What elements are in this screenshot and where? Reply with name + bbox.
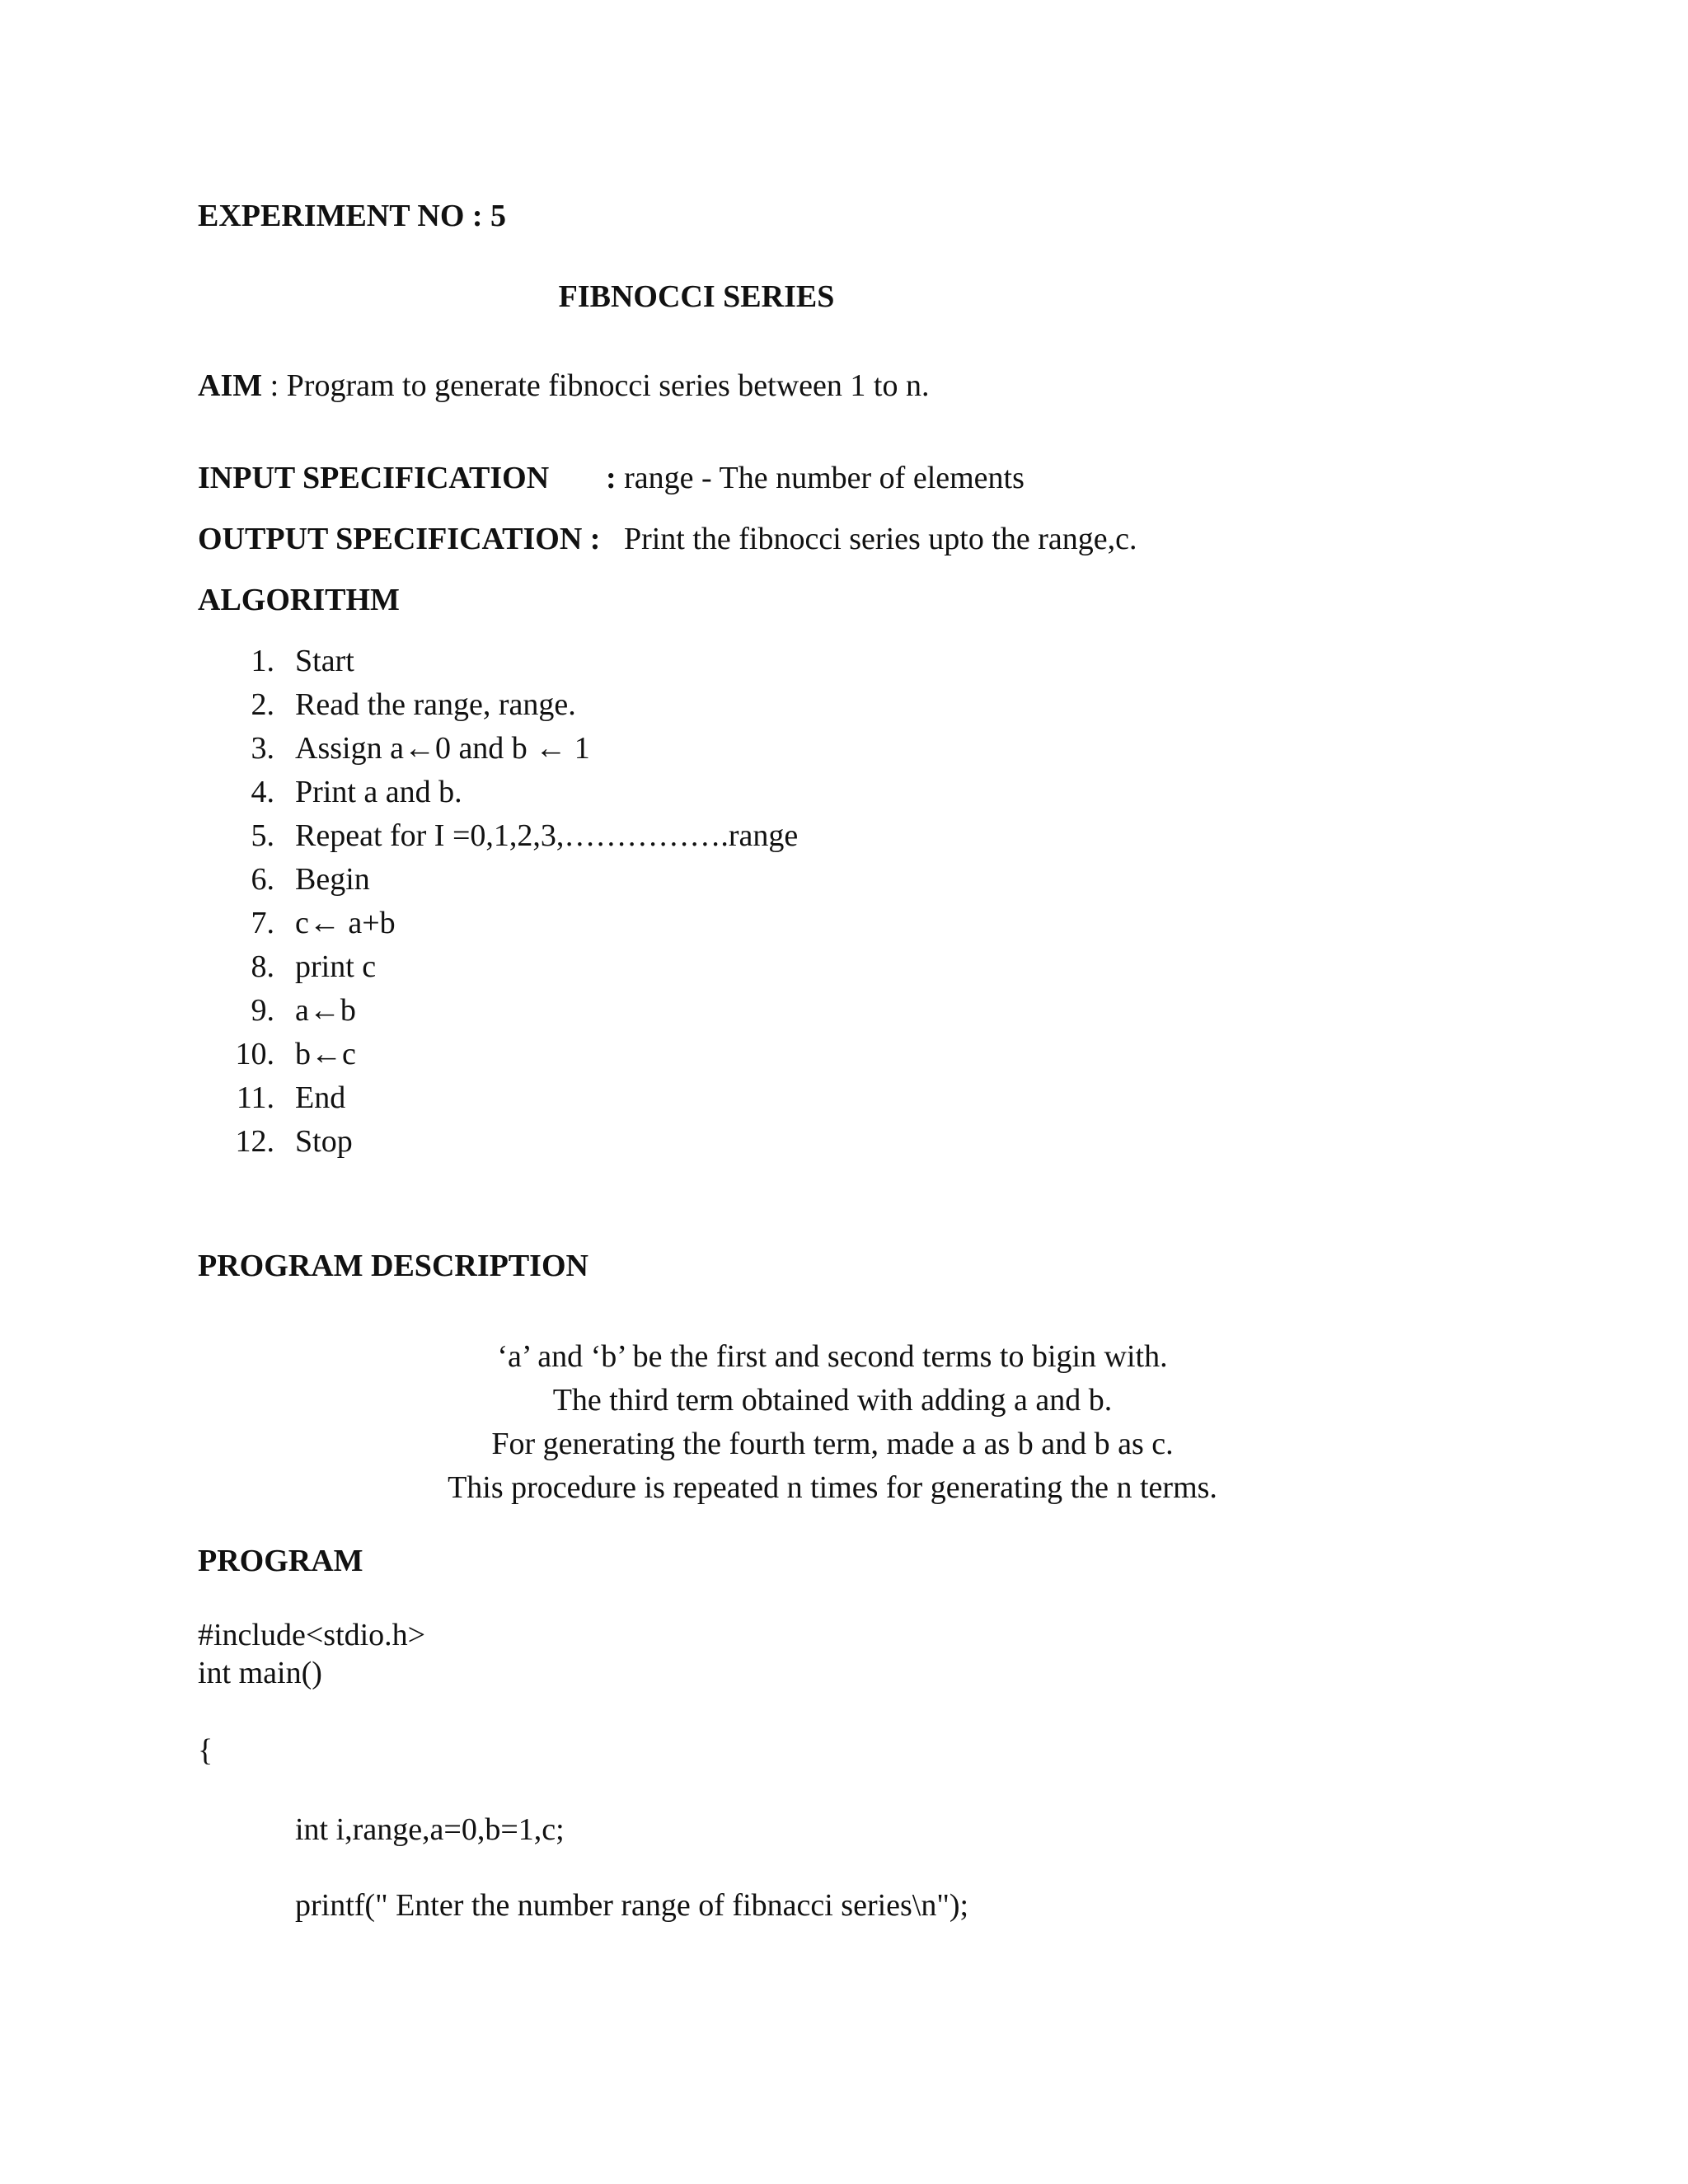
step-text: b←c [295, 1037, 356, 1071]
description-line: The third term obtained with adding a and b. [552, 1383, 1113, 1418]
step-number: 12. [235, 1124, 274, 1159]
step-text: a←b [295, 993, 356, 1028]
input-spec-value [606, 460, 1025, 498]
step-text: Start [295, 644, 354, 678]
step-number: 1. [251, 644, 274, 678]
document-title: FIBNOCCI SERIES [558, 279, 835, 314]
step-text: Stop [295, 1124, 353, 1159]
experiment-heading: EXPERIMENT NO : 5 [198, 199, 507, 233]
step-text: Begin [295, 862, 370, 897]
program-description-heading: PROGRAM DESCRIPTION [198, 1249, 588, 1283]
code-line-open-brace: { [198, 1733, 213, 1768]
output-spec-text: Print the fibnocci series upto the range,c. [600, 522, 1137, 556]
input-spec-label: INPUT SPECIFICATION [198, 461, 550, 495]
code-line-include: #include<stdio.h> [198, 1618, 426, 1652]
step-number: 9. [251, 993, 274, 1028]
step-text: Read the range, range. [295, 687, 576, 722]
step-text: End [295, 1080, 346, 1115]
step-text: Print a and b. [295, 775, 462, 809]
step-number: 11. [236, 1080, 274, 1115]
aim-row [198, 368, 929, 405]
step-text: c← a+b [295, 906, 396, 940]
code-line-declaration: int i,range,a=0,b=1,c; [295, 1812, 565, 1847]
step-number: 2. [251, 687, 274, 722]
description-line: This procedure is repeated n times for generating the n terms. [448, 1470, 1217, 1505]
algorithm-heading: ALGORITHM [198, 583, 400, 617]
output-specification-row [198, 521, 1137, 559]
aim-label: AIM [198, 368, 263, 403]
step-number: 6. [251, 862, 274, 897]
step-number: 4. [251, 775, 274, 809]
step-text: Repeat for I =0,1,2,3,…………….range [295, 818, 799, 853]
step-text: print c [295, 949, 377, 984]
step-number: 5. [251, 818, 274, 853]
description-line: For generating the fourth term, made a as b and b as c. [491, 1427, 1174, 1461]
input-spec-colon: : [606, 461, 617, 495]
step-number: 3. [251, 731, 274, 766]
step-number: 7. [251, 906, 274, 940]
step-number: 8. [251, 949, 274, 984]
step-number: 10. [235, 1037, 274, 1071]
program-description [280, 1335, 1385, 1510]
description-line: ‘a’ and ‘b’ be the first and second terms to bigin with. [497, 1339, 1168, 1374]
code-line-main: int main() [198, 1656, 322, 1690]
aim-text: : Program to generate fibnocci series between 1 to n. [262, 368, 930, 403]
code-line-printf: printf(" Enter the number range of fibnacci series\n"); [295, 1888, 969, 1923]
program-heading: PROGRAM [198, 1544, 363, 1578]
input-specification-row [198, 460, 1025, 498]
input-spec-text: range - The number of elements [616, 461, 1025, 495]
output-spec-label: OUTPUT SPECIFICATION : [198, 522, 601, 556]
step-text: Assign a←0 and b ← 1 [295, 731, 590, 766]
